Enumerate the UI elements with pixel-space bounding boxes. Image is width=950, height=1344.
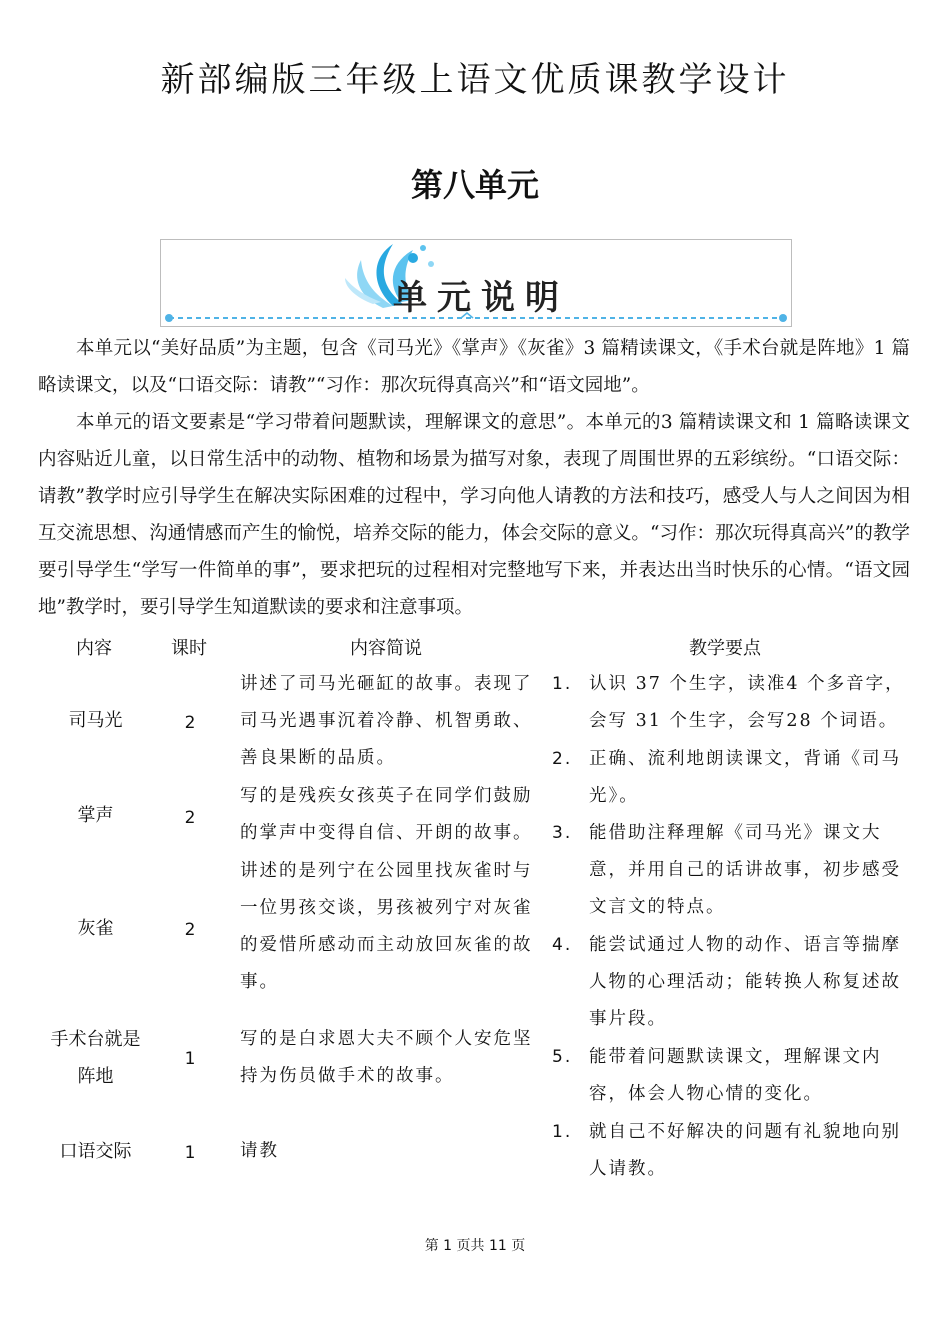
key-point-number: 4.: [552, 935, 573, 955]
lesson-hours: 1: [184, 1049, 196, 1069]
key-point-number: 3.: [552, 823, 573, 843]
document-title: 新部编版三年级上语文优质课教学设计: [160, 60, 790, 100]
elements-paragraph: 本单元的语文要素是“学习带着问题默读，理解课文的意思”。本单元的3 篇精读课文和 1 篇略读课文内容贴近儿童，以日常生活中的动物、植物和场景为描写对象，表现了周围世界的五彩缤纷。“口语交际：请教”教学时应引导学生在解决实际困难的过程中，学习向他人请教的方法和技巧，感受人与人之间因为相互交流思想、沟通情感而产生的愉悦，培养交际的能力，体会交际的意义。“习作：那次玩得真高兴”的教学要引导学生“学写一件简单的事”，要求把玩的过程相对完整地写下来，并表达出当时快乐的心情。“语文园地”教学时，要引导学生知道默读的要求和注意事项。: [38, 412, 910, 618]
lesson-summary: 写的是残疾女孩英子在同学们鼓励的掌声中变得自信、开朗的故事。: [240, 786, 533, 843]
key-point-item: [552, 741, 912, 815]
key-point-number: 5.: [552, 1047, 573, 1067]
unit-banner: [160, 239, 792, 327]
key-point-number: 2.: [552, 749, 573, 769]
lesson-hours: 2: [184, 808, 196, 828]
header-key-points: 教学要点: [689, 638, 761, 659]
unit-title: 第八单元: [410, 166, 539, 204]
intro-paragraph: 本单元以“美好品质”为主题，包含《司马光》《掌声》《灰雀》3 篇精读课文，《手术台就是阵地》1 篇略读课文，以及“口语交际：请教”“习作：那次玩得真高兴”和“语文园地”。: [38, 338, 910, 396]
banner-label: 单元说明: [393, 278, 569, 318]
header-hours: 课时: [171, 638, 207, 659]
key-point-text: 正确、流利地朗读课文，背诵《司马光》。: [589, 749, 901, 806]
lesson-hours: 1: [184, 1143, 196, 1163]
lesson-name: 灰雀: [77, 918, 114, 939]
key-point-number: 1.: [552, 674, 573, 694]
key-point-text: 就自己不好解决的问题有礼貌地向别人请教。: [589, 1122, 901, 1179]
lesson-summary: 请教: [240, 1141, 279, 1161]
key-point-item: [552, 1039, 912, 1113]
key-point-text: 能带着问题默读课文，理解课文内容，体会人物心情的变化。: [589, 1047, 882, 1104]
lesson-hours: 2: [184, 920, 196, 940]
page-footer: 第 1 页共 11 页: [424, 1238, 526, 1254]
lesson-hours: 2: [184, 713, 196, 733]
key-point-item: [552, 666, 912, 740]
lesson-name: 司马光: [68, 710, 123, 731]
key-point-item: [552, 1114, 912, 1188]
header-content: 内容: [76, 638, 112, 659]
key-point-text: 能尝试通过人物的动作、语言等揣摩人物的心理活动；能转换人称复述故事片段。: [589, 935, 901, 1029]
lesson-summary: 写的是白求恩大夫不顾个人安危坚持为伤员做手术的故事。: [240, 1029, 533, 1086]
lesson-name: 口语交际: [59, 1141, 132, 1162]
lesson-name: 手术台就是阵地: [50, 1029, 141, 1087]
key-point-text: 认识 37 个生字，读准4 个多音字，会写 31 个生字，会写28 个词语。: [589, 674, 905, 731]
key-point-text: 能借助注释理解《司马光》课文大意，并用自己的话讲故事，初步感受文言文的特点。: [589, 823, 901, 917]
lesson-summary: 讲述了司马光砸缸的故事。表现了司马光遇事沉着冷静、机智勇敢、善良果断的品质。: [240, 674, 533, 768]
key-point-item: [552, 815, 912, 926]
lesson-name: 掌声: [77, 805, 114, 826]
header-summary: 内容简说: [350, 638, 422, 659]
key-point-number: 1.: [552, 1122, 573, 1142]
lesson-summary: 讲述的是列宁在公园里找灰雀时与一位男孩交谈，男孩被列宁对灰雀的爱惜所感动而主动放回灰雀的故事。: [240, 861, 533, 992]
key-point-item: [552, 927, 912, 1038]
